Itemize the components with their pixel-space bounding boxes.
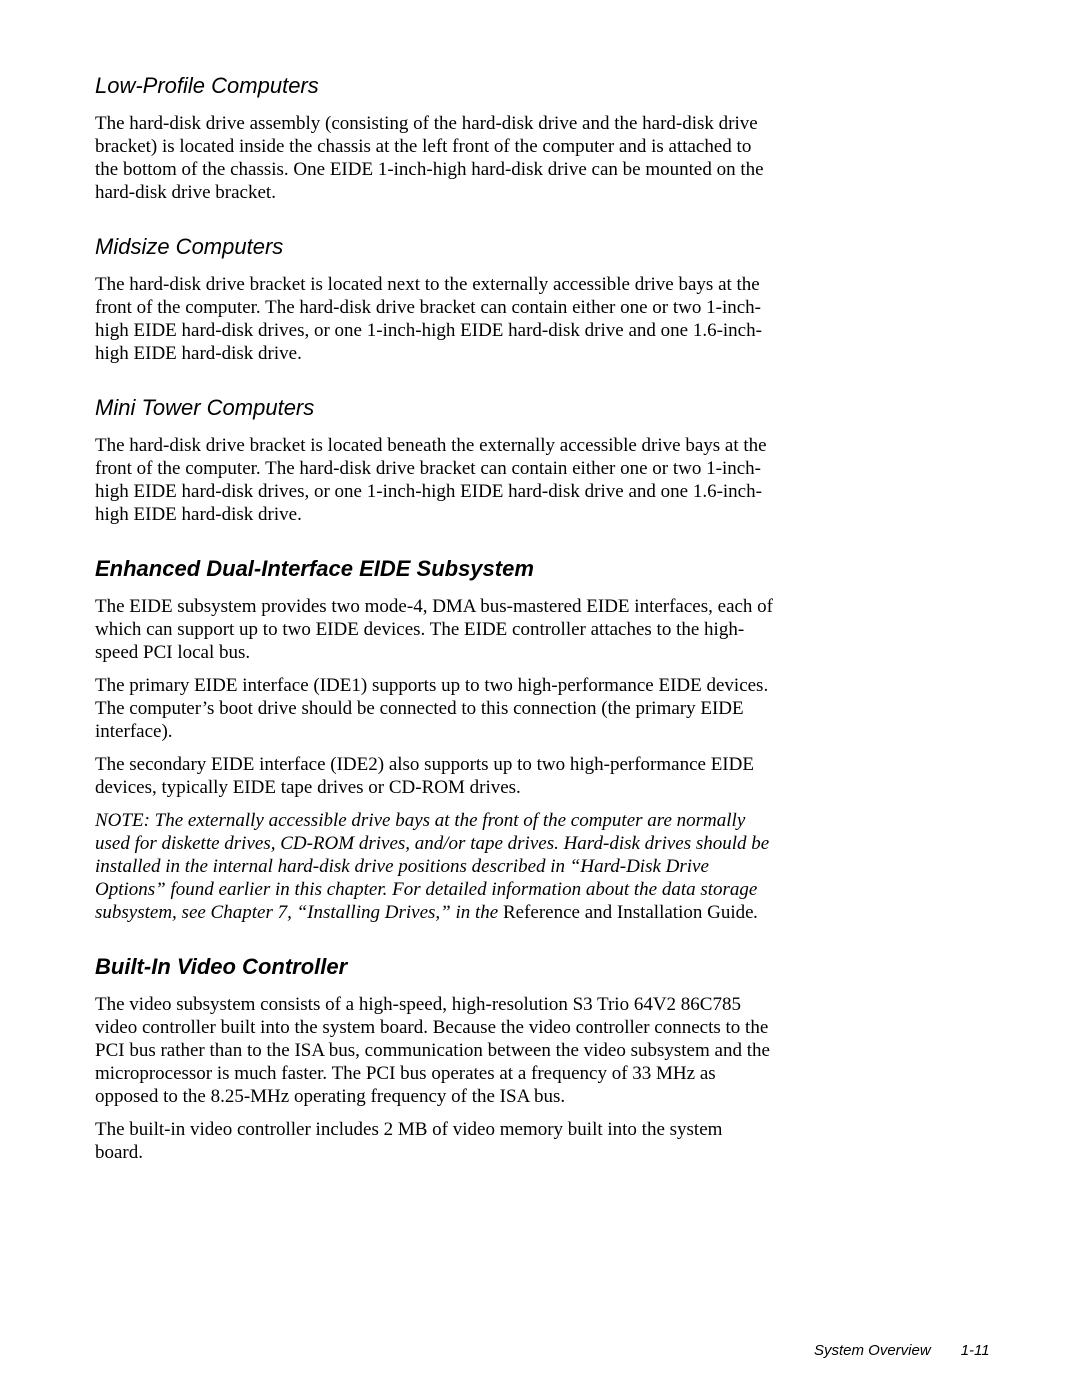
page-content	[95, 72, 775, 1174]
heading-eide-subsystem: Enhanced Dual-Interface EIDE Subsystem	[95, 556, 534, 581]
note-guide-title: Reference and Installation Guide	[502, 902, 754, 923]
paragraph-video-2: The built-in video controller includes 2 MB of video memory built into the system board.	[95, 1119, 723, 1163]
paragraph-low-profile: The hard-disk drive assembly (consisting of the hard-disk drive and the hard-disk drive bracket) is located inside the chassis at the left front of the computer and is attached to the bottom of the chassis. One EIDE 1-inch-high hard-disk drive can be mounted on the hard-disk drive bracket.	[95, 113, 764, 203]
note-end: .	[753, 902, 759, 923]
note-text: NOTE: The externally accessible drive bays at the front of the computer are normally used for diskette drives, CD-ROM drives, and/or tape drives. Hard-disk drives should be installed in the internal hard-disk drive positions described in “Hard-Disk Drive Options” found earlier in this chapter. For detailed information about the data storage subsystem, see Chapter 7, “Installing Drives,” in the	[95, 810, 770, 923]
note-paragraph	[95, 809, 775, 924]
paragraph-eide-2: The primary EIDE interface (IDE1) supports up to two high-performance EIDE devices. The computer’s boot drive should be connected to this connection (the primary EIDE interface).	[95, 675, 769, 742]
footer-title: System Overview	[814, 1342, 931, 1359]
paragraph-mini-tower: The hard-disk drive bracket is located beneath the externally accessible drive bays at the front of the computer. The hard-disk drive bracket can contain either one or two 1-inch-high EIDE hard-disk drives, or one 1-inch-high EIDE hard-disk drive and one 1.6-inch-high EIDE hard-disk drive.	[95, 435, 767, 525]
heading-low-profile: Low-Profile Computers	[95, 73, 319, 98]
heading-midsize: Midsize Computers	[95, 234, 284, 259]
paragraph-midsize: The hard-disk drive bracket is located next to the externally accessible drive bays at the front of the computer. The hard-disk drive bracket can contain either one or two 1-inch-high EIDE hard-disk drives, or one 1-inch-high EIDE hard-disk drive and one 1.6-inch-high EIDE hard-disk drive.	[95, 274, 762, 364]
heading-mini-tower: Mini Tower Computers	[95, 395, 315, 420]
page-footer	[814, 1342, 990, 1360]
paragraph-video-1: The video subsystem consists of a high-speed, high-resolution S3 Trio 64V2 86C785 video controller built into the system board. Because the video controller connects to the PCI bus rather than to the ISA bus, communication between the video subsystem and the microprocessor is much faster. The PCI bus operates at a frequency of 33 MHz as opposed to the 8.25-MHz operating frequency of the ISA bus.	[95, 994, 770, 1107]
paragraph-eide-3: The secondary EIDE interface (IDE2) also supports up to two high-performance EIDE devices, typically EIDE tape drives or CD-ROM drives.	[95, 754, 754, 798]
page-number: 1-11	[960, 1342, 990, 1359]
heading-video-controller: Built-In Video Controller	[95, 954, 348, 979]
paragraph-eide-1: The EIDE subsystem provides two mode-4, DMA bus-mastered EIDE interfaces, each of which can support up to two EIDE devices. The EIDE controller attaches to the high-speed PCI local bus.	[95, 596, 774, 663]
